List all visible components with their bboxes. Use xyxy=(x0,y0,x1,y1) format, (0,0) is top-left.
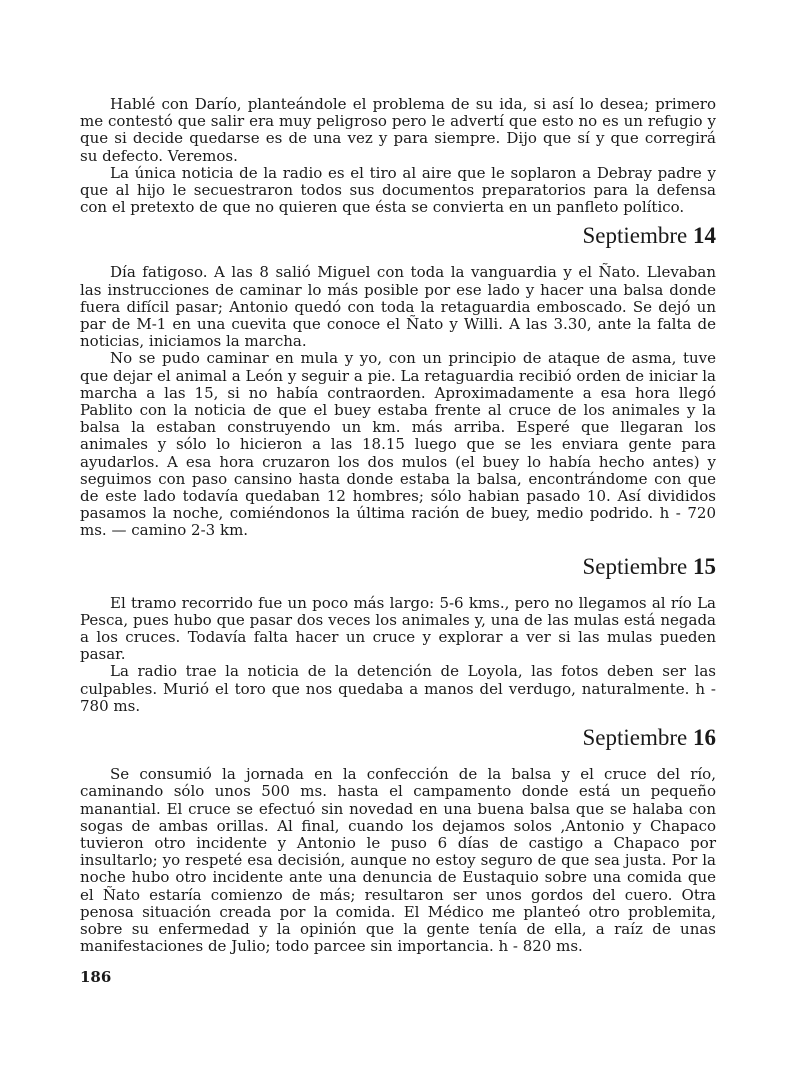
heading-day: 16 xyxy=(693,725,716,751)
paragraph: La única noticia de la radio es el tiro al aire que le soplaron a Debray padre y que al hijo le secuestraron todos sus documentos preparatorios para la defensa con el pretexto de que no quieren que ésta se convierta en un panfleto político. xyxy=(80,163,716,217)
heading-month: Septiembre xyxy=(582,553,688,579)
heading-day: 15 xyxy=(693,553,716,579)
page-number: 186 xyxy=(80,968,112,986)
heading-day: 14 xyxy=(693,223,716,249)
heading-month: Septiembre xyxy=(582,223,688,249)
paragraph: Se consumió la jornada en la confección de la balsa y el cruce del río, caminando sólo unos 500 ms. hasta el campamento donde está un pequeño manantial. El cruce se efectuó sin novedad en una buena balsa que se halaba con sogas de ambas orillas. Al final, cuando los dejamos solos ,Antonio y Chapaco tuvieron otro incidente y Antonio le puso 6 días de castigo a Chapaco por insultarlo; yo respeté esa decisión, aunque no estoy seguro de que sea justa. Por la noche hubo otro incidente ante una denuncia de Eustaquio sobre una comida que el Ñato estaría comienzo de más; resultaron ser unos gordos del cuero. Otra penosa situación creada por la comida. El Médico me planteó otro problemita, sobre su enfermedad y la opinión que la gente tenía de ella, a raíz de unas manifestaciones de Julio; todo parcee sin importancia. h - 820 ms. xyxy=(80,765,716,956)
entry-heading xyxy=(80,724,716,752)
paragraph: Hablé con Darío, planteándole el problema de su ida, si así lo desea; primero me contestó que salir era muy peligroso pero le advertí que esto no es un refugio y que si decide quedarse es de una vez y para siempre. Dijo que sí y que corregirá su defecto. Veremos. xyxy=(80,95,716,165)
entry-heading xyxy=(80,553,716,581)
page-body xyxy=(80,96,716,955)
paragraph: El tramo recorrido fue un poco más largo: 5-6 kms., pero no llegamos al río La Pesca, pues hubo que pasar dos veces los animales y, una de las mulas está negada a los cruces. Todavía falta hacer un cruce y explorar a ver si las mulas pueden pasar. xyxy=(80,593,716,664)
paragraph: No se pudo caminar en mula y yo, con un principio de ataque de asma, tuve que dejar el animal a León y seguir a pie. La retaguardia recibió orden de iniciar la marcha a las 15, si no había contraorden. Aproximadamente a esa hora llegó Pablito con la noticia de que el buey estaba frente al cruce de los animales y la balsa la estaban construyendo un km. más arriba. Esperé que llegaran los animales y sólo lo hicieron a las 18.15 luego que se les enviara gente para ayudarlos. A esa hora cruzaron los dos mulos (el buey lo había hecho antes) y seguimos con paso cansino hasta donde estaba la balsa, encontrándome con que de este lado todavía quedaban 12 hombres; sólo habian pasado 10. Así divididos pasamos la noche, comiéndonos la última ración de buey, medio podrido. h - 720 ms. — camino 2-3 km. xyxy=(80,349,716,540)
paragraph: Día fatigoso. A las 8 salió Miguel con toda la vanguardia y el Ñato. Llevaban las instrucciones de caminar lo más posible por ese lado y hacer una balsa donde fuera difícil pasar; Antonio quedó con toda la retaguardia emboscado. Se dejó un par de M-1 en una cuevita que conoce el Ñato y Willi. A las 3.30, ante la falta de noticias, iniciamos la marcha. xyxy=(80,263,716,351)
entry-heading xyxy=(80,222,716,250)
paragraph: La radio trae la noticia de la detención de Loyola, las fotos deben ser las culpables. Murió el toro que nos quedaba a manos del verdugo, naturalmente. h - 780 ms. xyxy=(80,662,716,715)
heading-month: Septiembre xyxy=(582,725,688,751)
